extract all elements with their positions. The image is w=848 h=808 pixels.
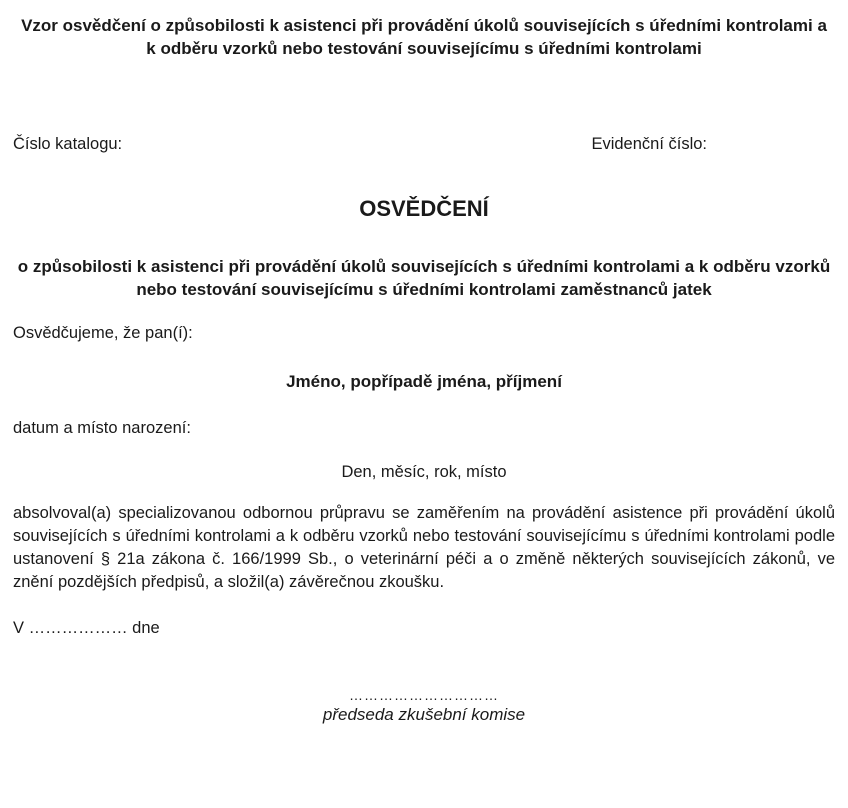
signature-line: ………………………… [349, 687, 499, 703]
birth-date-place-placeholder: Den, měsíc, rok, místo [341, 463, 507, 481]
place-and-date-line: V ……………… dne [13, 619, 160, 637]
certificate-subtitle: o způsobilosti k asistenci při provádění úkolů souvisejících s úředními kontrolami a k odběru vzorků nebo testování souvisejícímu s úředními kontrolami zaměstnanců jatek [17, 257, 831, 299]
signature-block [13, 687, 835, 725]
catalog-number-label: Číslo katalogu: [13, 135, 123, 153]
name-placeholder: Jméno, popřípadě jména, příjmení [286, 372, 562, 391]
evidence-number-label: Evidenční číslo: [591, 135, 707, 153]
birth-date-place-label: datum a místo narození: [13, 419, 191, 437]
signature-role: předseda zkušební komise [322, 705, 526, 724]
reference-row [13, 133, 835, 156]
certify-statement: Osvědčujeme, že pan(í): [13, 324, 193, 342]
certificate-heading: OSVĚDČENÍ [359, 196, 489, 221]
document-title: Vzor osvědčení o způsobilosti k asistenci při provádění úkolů souvisejících s úředními kontrolami a k odběru vzorků nebo testování souvisejícímu s úředními kontrolami [21, 16, 827, 58]
body-paragraph: absolvoval(a) specializovanou odbornou průpravu se zaměřením na provádění asistence při provádění úkolů souvisejících s úředními kontrolami a k odběru vzorků nebo testování souvisejícímu s úředními kontrolami podle ustanovení § 21a zákona č. 166/1999 Sb., o veterinární péči a o změně některých souvisejících zákonů, ve znění pozdějších předpisů, a složil(a) závěrečnou zkoušku. [13, 504, 835, 591]
